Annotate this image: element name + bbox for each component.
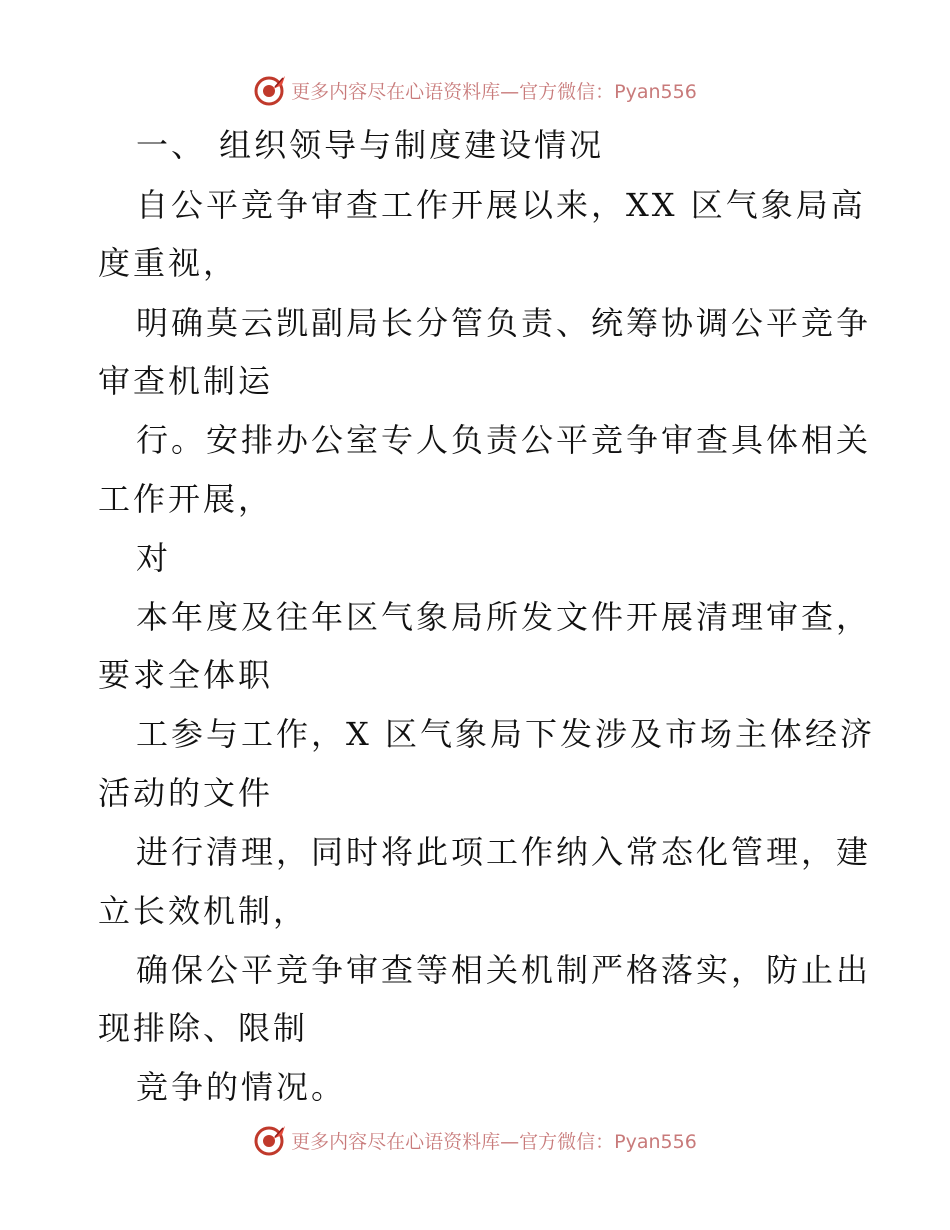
paragraph-line: 本年度及往年区气象局所发文件开展清理审查， (136, 598, 872, 636)
paragraph-line: 工参与工作，X 区气象局下发涉及市场主体经济 (136, 715, 875, 753)
watermark-text: 更多内容尽在心语资料库—官方微信：Pyan556 (291, 80, 697, 103)
paragraph-line: 要求全体职 (98, 656, 274, 694)
paragraph-line: 现排除、限制 (98, 1009, 309, 1047)
paragraph-line: 活动的文件 (98, 774, 274, 812)
paragraph-line: 竞争的情况。 (136, 1068, 347, 1106)
paragraph-line: 进行清理，同时将此项工作纳入常态化管理，建 (136, 833, 872, 871)
paragraph-line: 确保公平竞争审查等相关机制严格落实，防止出 (136, 951, 872, 989)
paragraph-line: 自公平竞争审查工作开展以来，XX 区气象局高 (136, 186, 866, 224)
paragraph-line: 行。安排办公室专人负责公平竞争审查具体相关 (136, 421, 872, 459)
section-heading: 一、 组织领导与制度建设情况 (136, 126, 605, 164)
paragraph-line: 工作开展， (98, 480, 274, 518)
paragraph-line: 立长效机制， (98, 892, 309, 930)
watermark-text: 更多内容尽在心语资料库—官方微信：Pyan556 (291, 1130, 697, 1153)
paragraph-line: 明确莫云凯副局长分管负责、统筹协调公平竞争 (136, 304, 872, 342)
quill-seal-icon (253, 1123, 287, 1157)
paragraph-line: 审查机制运 (98, 362, 274, 400)
paragraph-line: 度重视， (98, 244, 239, 282)
paragraph-line: 对 (136, 539, 172, 577)
footer-watermark (0, 1120, 950, 1160)
